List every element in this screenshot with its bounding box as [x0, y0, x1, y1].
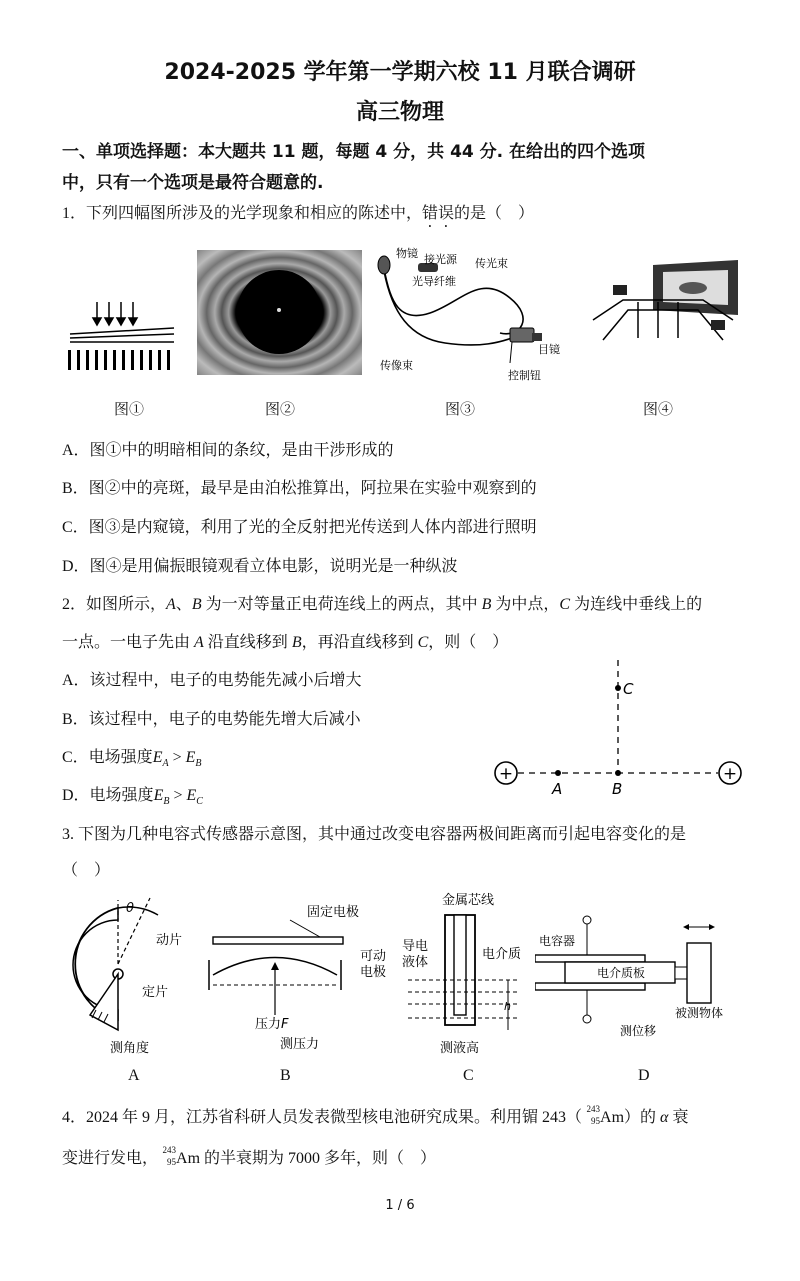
var-C: C	[417, 634, 429, 651]
q1-figure-4	[583, 260, 743, 350]
q3-label-b: B	[280, 1067, 291, 1084]
label-light-source: 接光源	[424, 253, 457, 266]
bright-spot	[277, 308, 281, 312]
text: ，再沿直线移到	[301, 634, 418, 651]
label-object: 被测物体	[675, 1006, 724, 1020]
section-heading-line2: 中，只有一个选项是最符合题意的.	[62, 173, 324, 193]
label-A: A	[552, 780, 563, 798]
q3-figure-d	[535, 915, 735, 1040]
q1-stem	[62, 200, 534, 231]
q3-paren: （ ）	[62, 862, 111, 879]
element-symbol: Am	[176, 1150, 201, 1167]
q1-figure-1	[62, 300, 182, 370]
q3-label-d: D	[638, 1067, 650, 1084]
var-A: A	[166, 596, 176, 613]
label-movable-2: 电极	[360, 965, 387, 980]
q2-option-d	[62, 782, 203, 807]
var-A: A	[194, 634, 204, 651]
q3-label-a: A	[128, 1067, 140, 1084]
label-capacitor: 电容器	[539, 934, 576, 948]
mass-number: 243	[586, 1104, 601, 1115]
text: 为连线中垂线上的	[570, 596, 703, 613]
q1-option-d: D．图④是用偏振眼镜观看立体电影，说明光是一种纵波	[62, 558, 458, 575]
plus-sign: +	[722, 764, 738, 784]
var-alpha: α	[660, 1109, 669, 1126]
text: 4．2024 年 9 月，江苏省科研人员发表微型核电池研究成果。利用镅 243（	[62, 1109, 583, 1126]
label-image-beam: 传像束	[380, 359, 413, 372]
q1-figure-3	[370, 243, 560, 383]
text: 的半衰期为 7000 多年，则（ ）	[200, 1150, 437, 1167]
point-B	[615, 770, 621, 776]
caption-b: 测压力	[280, 1037, 320, 1050]
point-C	[615, 685, 621, 691]
caption-c: 测液高	[440, 1041, 480, 1056]
q2-figure	[490, 658, 775, 798]
var-C: C	[559, 596, 571, 613]
q3-figure-a	[60, 890, 210, 1060]
text: >	[169, 787, 187, 804]
text: >	[168, 749, 186, 766]
exam-title: 2024-2025 学年第一学期六校 11 月联合调研	[164, 60, 636, 85]
var-E: E	[153, 787, 164, 804]
q1-caption-2: 图②	[264, 402, 295, 418]
label-moving: 动片	[156, 933, 183, 948]
text: 沿直线移到	[203, 634, 292, 651]
point-A	[555, 770, 561, 776]
label-light-beam: 传光束	[475, 257, 508, 270]
text: 、	[175, 596, 192, 613]
var-E: E	[186, 787, 197, 804]
label-control: 控制钮	[508, 369, 541, 382]
var-E: E	[152, 749, 163, 766]
q3-label-c: C	[463, 1067, 474, 1084]
label-fiber: 光导纤维	[412, 275, 456, 288]
label-movable-1: 可动	[360, 949, 387, 964]
atomic-number: 95	[591, 1116, 601, 1127]
label-liquid-2: 液体	[402, 955, 429, 970]
label-plate: 电介质板	[597, 966, 646, 980]
label-fixed: 定片	[142, 985, 169, 1000]
text: C．电场强度	[62, 749, 153, 766]
q1-option-a: A．图①中的明暗相间的条纹，是由干涉形成的	[62, 442, 394, 459]
label-h: h	[504, 1000, 511, 1013]
var-B: B	[191, 596, 202, 613]
var-B: B	[291, 634, 302, 651]
q1-option-c: C．图③是内窥镜，利用了光的全反射把光传送到人体内部进行照明	[62, 519, 537, 536]
element-symbol: Am	[600, 1109, 625, 1126]
sub: C	[196, 796, 203, 808]
q1-caption-1: 图①	[113, 402, 144, 418]
q3-figure-c	[400, 890, 530, 1060]
q3-stem: 3. 下图为几种电容式传感器示意图，其中通过改变电容器两极间距离而引起电容变化的是	[62, 826, 687, 843]
q1-option-b: B．图②中的亮斑，最早是由泊松推算出，阿拉果在实验中观察到的	[62, 480, 537, 497]
q2-stem-line2	[62, 629, 508, 652]
label-dielectric: 电介质	[482, 947, 522, 962]
label-liquid-1: 导电	[402, 939, 429, 954]
page-number: 1 / 6	[385, 1198, 415, 1213]
mass-number: 243	[162, 1145, 177, 1156]
label-theta: θ	[126, 901, 134, 916]
q1-stem-tail: 的是（ ）	[454, 205, 535, 222]
label-eyepiece: 目镜	[538, 343, 560, 356]
q2-option-b: B．该过程中，电子的电势能先增大后减小	[62, 711, 361, 728]
label-force	[255, 1016, 289, 1032]
text: 一点。一电子先由	[62, 634, 195, 651]
q3-figure-b	[205, 900, 395, 1050]
isotope	[158, 1145, 177, 1168]
text: 为一对等量正电荷连线上的两点，其中	[201, 596, 482, 613]
text: 2．如图所示，	[62, 596, 167, 613]
text: 变进行发电，	[62, 1150, 159, 1167]
q1-stem-text: 1．下列四幅图所涉及的光学现象和相应的陈述中，	[62, 205, 423, 222]
q2-option-a: A．该过程中，电子的电势能先减小后增大	[62, 672, 362, 689]
label-core: 金属芯线	[442, 893, 495, 908]
text: ，则（ ）	[428, 634, 509, 651]
var-E: E	[185, 749, 196, 766]
subject-title: 高三物理	[355, 100, 444, 125]
q1-stem-emphasis: 错误	[422, 205, 455, 222]
text: 压力	[255, 1017, 282, 1032]
sub: B	[195, 758, 202, 770]
q1-figure-2	[197, 250, 362, 375]
var: F	[281, 1017, 289, 1032]
sub: A	[162, 758, 169, 770]
q4-line2	[62, 1145, 436, 1168]
label-C: C	[623, 680, 634, 698]
atomic-number: 95	[167, 1157, 177, 1168]
text: 衰	[668, 1109, 689, 1126]
var-B: B	[481, 596, 492, 613]
text: ）的	[624, 1109, 661, 1126]
label-B: B	[612, 780, 623, 798]
q1-caption-4: 图④	[642, 402, 673, 418]
text: D．电场强度	[62, 787, 154, 804]
label-fixed-plate: 固定电极	[307, 905, 360, 920]
caption-a: 测角度	[110, 1041, 150, 1056]
text: 为中点，	[491, 596, 560, 613]
q2-stem-line1	[62, 591, 702, 614]
q2-option-c	[62, 744, 202, 769]
q4-line1	[62, 1104, 688, 1127]
plus-sign: +	[498, 764, 514, 784]
caption-d: 测位移	[620, 1024, 657, 1038]
isotope	[582, 1104, 601, 1127]
section-heading-line1: 一、单项选择题：本大题共 11 题，每题 4 分，共 44 分. 在给出的四个选项	[62, 142, 646, 162]
q1-caption-3: 图③	[444, 402, 475, 418]
label-objective: 物镜	[396, 247, 418, 260]
sub: B	[163, 796, 170, 808]
